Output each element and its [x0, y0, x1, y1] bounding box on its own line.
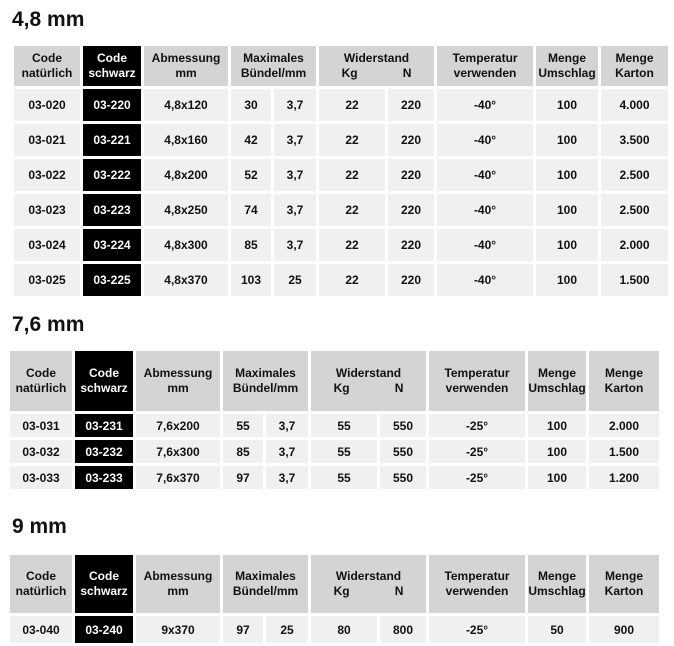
cell-resistance-n: 800 [380, 616, 426, 643]
cell-code-natural: 03-032 [10, 440, 72, 463]
cell-max-bundle-mm: 25 [274, 264, 316, 296]
cell-temperature: -25° [429, 414, 525, 437]
cell-max-bundle-count: 30 [231, 89, 271, 121]
cell-max-bundle-mm: 3,7 [266, 440, 308, 463]
cell-temperature: -40° [437, 194, 533, 226]
cell-temperature: -40° [437, 89, 533, 121]
cell-dimension: 4,8x160 [144, 124, 228, 156]
cell-max-bundle-mm: 25 [266, 616, 308, 643]
table-row [14, 159, 668, 191]
cell-resistance-kg: 22 [319, 124, 385, 156]
table-row [10, 616, 659, 643]
section-title-7-6mm: 7,6 mm [12, 313, 85, 336]
header-resistance: Widerstand Kg N [319, 46, 434, 86]
header-qty-carton: Menge Karton [589, 351, 659, 411]
cell-code-black: 03-222 [83, 159, 141, 191]
cell-dimension: 7,6x200 [136, 414, 220, 437]
section-title-9mm: 9 mm [12, 515, 67, 538]
cell-temperature: -40° [437, 159, 533, 191]
cell-dimension: 4,8x370 [144, 264, 228, 296]
cell-max-bundle-count: 52 [231, 159, 271, 191]
cell-code-black: 03-231 [75, 414, 133, 437]
cell-resistance-n: 220 [388, 89, 434, 121]
cell-resistance-kg: 22 [319, 159, 385, 191]
cell-dimension: 4,8x250 [144, 194, 228, 226]
cell-qty-envelope: 100 [528, 414, 586, 437]
cell-max-bundle-mm: 3,7 [274, 229, 316, 261]
header-code-black: Code schwarz [75, 351, 133, 411]
cell-resistance-n: 220 [388, 264, 434, 296]
header-code-black: Code schwarz [75, 555, 133, 613]
header-max-bundle: Maximales Bündel/mm [223, 555, 308, 613]
cell-max-bundle-count: 103 [231, 264, 271, 296]
cell-resistance-n: 220 [388, 124, 434, 156]
product-table-7-6mm [7, 348, 662, 492]
cell-max-bundle-count: 74 [231, 194, 271, 226]
header-qty-carton: Menge Karton [601, 46, 668, 86]
cell-dimension: 9x370 [136, 616, 220, 643]
header-code-natural: Code natürlich [10, 555, 72, 613]
cell-resistance-kg: 80 [311, 616, 377, 643]
header-dimension: Abmessung mm [136, 555, 220, 613]
cell-dimension: 7,6x370 [136, 466, 220, 489]
cell-qty-carton: 3.500 [601, 124, 668, 156]
cell-qty-envelope: 100 [536, 89, 598, 121]
table-row [14, 194, 668, 226]
cell-dimension: 4,8x300 [144, 229, 228, 261]
cell-max-bundle-count: 85 [231, 229, 271, 261]
cell-resistance-n: 550 [380, 414, 426, 437]
table-body-7-6mm [10, 414, 659, 489]
header-resistance: Widerstand Kg N [311, 555, 426, 613]
cell-dimension: 7,6x300 [136, 440, 220, 463]
cell-resistance-kg: 22 [319, 229, 385, 261]
cell-qty-envelope: 100 [528, 440, 586, 463]
cell-qty-carton: 1.500 [589, 440, 659, 463]
cell-code-black: 03-233 [75, 466, 133, 489]
header-code-natural: Code natürlich [10, 351, 72, 411]
cell-resistance-n: 220 [388, 159, 434, 191]
table-row [10, 414, 659, 437]
header-dimension: Abmessung mm [136, 351, 220, 411]
cell-qty-carton: 1.500 [601, 264, 668, 296]
cell-temperature: -40° [437, 229, 533, 261]
header-qty-envelope: Menge Umschlag [528, 555, 586, 613]
cell-qty-carton: 2.500 [601, 159, 668, 191]
cell-temperature: -25° [429, 616, 525, 643]
cell-code-natural: 03-020 [14, 89, 80, 121]
cell-code-natural: 03-021 [14, 124, 80, 156]
cell-code-natural: 03-040 [10, 616, 72, 643]
section-title-4-8mm: 4,8 mm [12, 8, 85, 31]
cell-code-natural: 03-031 [10, 414, 72, 437]
product-table-9mm [7, 552, 662, 646]
cell-qty-envelope: 100 [536, 264, 598, 296]
product-table-4-8mm [11, 43, 671, 299]
cell-resistance-kg: 22 [319, 89, 385, 121]
cell-code-natural: 03-025 [14, 264, 80, 296]
cell-dimension: 4,8x120 [144, 89, 228, 121]
cell-temperature: -25° [429, 466, 525, 489]
cell-resistance-kg: 22 [319, 194, 385, 226]
header-dimension: Abmessung mm [144, 46, 228, 86]
cell-code-black: 03-221 [83, 124, 141, 156]
cell-code-black: 03-220 [83, 89, 141, 121]
cell-code-black: 03-240 [75, 616, 133, 643]
cell-max-bundle-count: 85 [223, 440, 263, 463]
cell-code-natural: 03-033 [10, 466, 72, 489]
header-code-natural: Code natürlich [14, 46, 80, 86]
cell-dimension: 4,8x200 [144, 159, 228, 191]
cell-resistance-n: 550 [380, 440, 426, 463]
header-max-bundle: Maximales Bündel/mm [223, 351, 308, 411]
cell-resistance-n: 220 [388, 229, 434, 261]
table-body-4-8mm [14, 89, 668, 296]
cell-max-bundle-mm: 3,7 [274, 124, 316, 156]
cell-max-bundle-mm: 3,7 [274, 194, 316, 226]
cell-qty-envelope: 100 [536, 159, 598, 191]
cell-max-bundle-mm: 3,7 [274, 89, 316, 121]
cell-code-black: 03-223 [83, 194, 141, 226]
cell-qty-carton: 900 [589, 616, 659, 643]
cell-resistance-n: 550 [380, 466, 426, 489]
cell-code-natural: 03-024 [14, 229, 80, 261]
header-resistance: Widerstand Kg N [311, 351, 426, 411]
header-temperature: Temperatur verwenden [429, 555, 525, 613]
cell-qty-carton: 2.000 [589, 414, 659, 437]
cell-qty-envelope: 100 [528, 466, 586, 489]
cell-code-black: 03-224 [83, 229, 141, 261]
cell-max-bundle-mm: 3,7 [266, 414, 308, 437]
cell-qty-envelope: 50 [528, 616, 586, 643]
table-row [10, 440, 659, 463]
cell-max-bundle-mm: 3,7 [266, 466, 308, 489]
cell-max-bundle-count: 55 [223, 414, 263, 437]
header-max-bundle: Maximales Bündel/mm [231, 46, 316, 86]
cell-qty-carton: 4.000 [601, 89, 668, 121]
table-row [14, 264, 668, 296]
table-row [10, 466, 659, 489]
header-code-black: Code schwarz [83, 46, 141, 86]
cell-resistance-kg: 55 [311, 414, 377, 437]
table-row [14, 89, 668, 121]
cell-qty-carton: 1.200 [589, 466, 659, 489]
table-body-9mm [10, 616, 659, 643]
header-qty-carton: Menge Karton [589, 555, 659, 613]
cell-temperature: -25° [429, 440, 525, 463]
cell-max-bundle-count: 42 [231, 124, 271, 156]
table-row [14, 124, 668, 156]
header-qty-envelope: Menge Umschlag [536, 46, 598, 86]
cell-max-bundle-count: 97 [223, 616, 263, 643]
cell-code-natural: 03-022 [14, 159, 80, 191]
header-qty-envelope: Menge Umschlag [528, 351, 586, 411]
cell-qty-envelope: 100 [536, 124, 598, 156]
header-temperature: Temperatur verwenden [437, 46, 533, 86]
cell-qty-envelope: 100 [536, 229, 598, 261]
cell-code-black: 03-225 [83, 264, 141, 296]
cell-resistance-n: 220 [388, 194, 434, 226]
cell-max-bundle-mm: 3,7 [274, 159, 316, 191]
cell-qty-carton: 2.000 [601, 229, 668, 261]
cell-max-bundle-count: 97 [223, 466, 263, 489]
cell-code-black: 03-232 [75, 440, 133, 463]
cell-temperature: -40° [437, 264, 533, 296]
cell-qty-carton: 2.500 [601, 194, 668, 226]
table-row [14, 229, 668, 261]
cell-resistance-kg: 55 [311, 466, 377, 489]
header-temperature: Temperatur verwenden [429, 351, 525, 411]
cell-code-natural: 03-023 [14, 194, 80, 226]
cell-temperature: -40° [437, 124, 533, 156]
cell-resistance-kg: 55 [311, 440, 377, 463]
cell-resistance-kg: 22 [319, 264, 385, 296]
cell-qty-envelope: 100 [536, 194, 598, 226]
